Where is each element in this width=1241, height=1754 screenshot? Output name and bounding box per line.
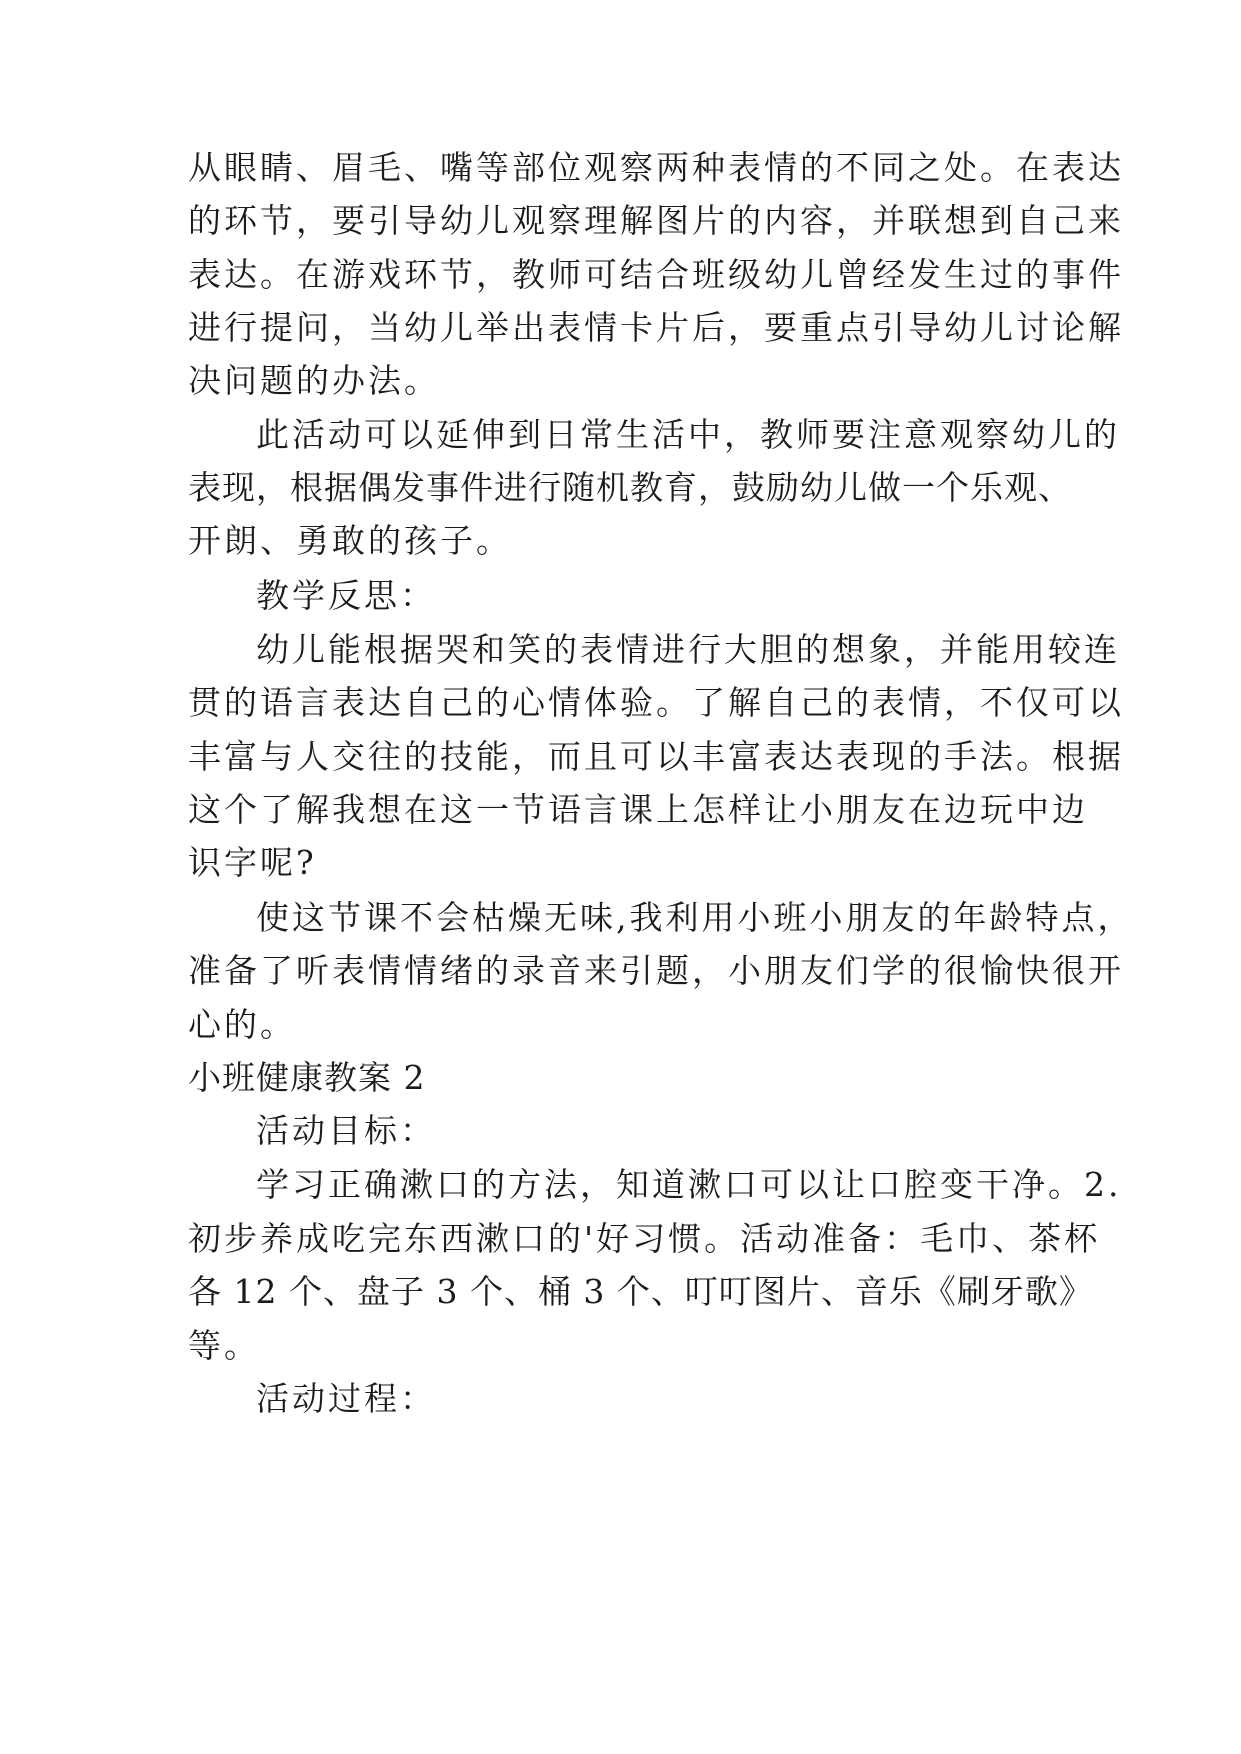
text-line: 的环节，要引导幼儿观察理解图片的内容，并联想到自己来 xyxy=(188,201,1124,240)
text-line: 各 12 个、盘子 3 个、桶 3 个、叮叮图片、音乐《刷牙歌》 xyxy=(188,1272,1093,1311)
paragraph-first-line: 使这节课不会枯燥无味,我利用小班小朋友的年龄特点， xyxy=(256,898,1134,937)
section-label: 教学反思： xyxy=(256,576,436,615)
text-line: 贯的语言表达自己的心情体验。了解自己的表情，不仅可以 xyxy=(188,683,1124,722)
section-label: 活动过程： xyxy=(256,1379,436,1418)
paragraph-first-line: 幼儿能根据哭和笑的表情进行大胆的想象，并能用较连 xyxy=(256,630,1120,669)
text-line: 从眼睛、眉毛、嘴等部位观察两种表情的不同之处。在表达 xyxy=(188,148,1124,187)
text-line: 表达。在游戏环节，教师可结合班级幼儿曾经发生过的事件 xyxy=(188,255,1124,294)
text-line: 表现，根据偶发事件进行随机教育，鼓励幼儿做一个乐观、 xyxy=(188,468,1072,507)
text-line: 这个了解我想在这一节语言课上怎样让小朋友在边玩中边 xyxy=(188,790,1088,829)
text-line: 开朗、勇敢的孩子。 xyxy=(188,521,512,560)
text-line: 决问题的办法。 xyxy=(188,361,440,400)
text-line: 心的。 xyxy=(188,1005,296,1044)
text-line: 准备了听表情情绪的录音来引题，小朋友们学的很愉快很开 xyxy=(188,951,1124,990)
paragraph-first-line: 学习正确漱口的方法，知道漱口可以让口腔变干净。2. xyxy=(256,1165,1122,1204)
text-line: 初步养成吃完东西漱口的'好习惯。活动准备：毛巾、茶杯 xyxy=(188,1219,1101,1258)
paragraph-first-line: 此活动可以延伸到日常生活中，教师要注意观察幼儿的 xyxy=(256,415,1120,454)
text-line: 识字呢? xyxy=(188,843,317,882)
text-line: 丰富与人交往的技能，而且可以丰富表达表现的手法。根据 xyxy=(188,737,1124,776)
text-line: 进行提问，当幼儿举出表情卡片后，要重点引导幼儿讨论解 xyxy=(188,308,1124,347)
section-label: 活动目标： xyxy=(256,1111,436,1150)
section-heading: 小班健康教案 2 xyxy=(188,1058,426,1097)
text-line: 等。 xyxy=(188,1326,260,1365)
